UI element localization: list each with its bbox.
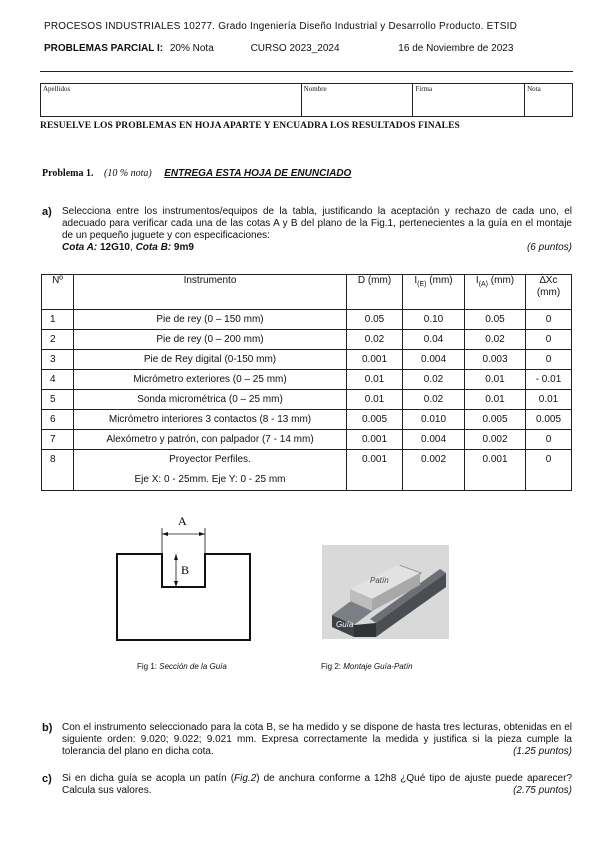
- col-ie-sub: (E): [417, 281, 427, 288]
- col-ia-pre: I: [475, 275, 479, 286]
- col-ie-post: (mm): [426, 275, 453, 286]
- exam-info: [44, 43, 513, 54]
- table-row: [42, 370, 572, 390]
- guia-label: Guía: [336, 620, 354, 629]
- fig2-caption-num: Fig 2:: [321, 662, 342, 671]
- dim-a-arrow-left: [162, 532, 168, 536]
- spec-a-label: Cota A:: [62, 242, 98, 253]
- part-c: [42, 773, 572, 797]
- fig2-caption: [321, 662, 413, 671]
- header-divider: [40, 71, 573, 72]
- exam-date: 16 de Noviembre de 2023: [398, 43, 514, 54]
- row-ie: 0.004: [403, 430, 465, 450]
- row-instrument: Pie de rey (0 – 150 mm): [74, 310, 347, 330]
- table-row: [42, 450, 572, 491]
- col-dxc-label: ∆Xc: [539, 275, 558, 286]
- name-field[interactable]: [301, 84, 413, 117]
- row-ie: 0.010: [403, 410, 465, 430]
- signature-label: Firma: [415, 85, 433, 93]
- row-instrument: Pie de Rey digital (0-150 mm): [74, 350, 347, 370]
- row-dxc: 0: [526, 450, 572, 491]
- exam-weight: 20% Nota: [169, 43, 214, 54]
- row-ia: 0.01: [465, 370, 526, 390]
- row-d: 0.005: [347, 410, 403, 430]
- row-instrument: Alexómetro y patrón, con palpador (7 - 14 mm): [74, 430, 347, 450]
- fig1-caption: [137, 662, 227, 671]
- dim-b-arrow-top: [174, 554, 178, 560]
- row-d: 0.05: [347, 310, 403, 330]
- fig2-guide-slider: [322, 545, 449, 639]
- row-dxc: 0.01: [526, 390, 572, 410]
- problem-label: Problema 1.: [42, 168, 94, 179]
- part-c-fig-ref: Fig.2: [234, 773, 257, 784]
- row-instrument-line2: Eje X: 0 - 25mm. Eje Y: 0 - 25 mm: [134, 474, 286, 485]
- col-ia-sub: (A): [478, 281, 488, 288]
- table-row: [42, 350, 572, 370]
- grade-label: Nota: [527, 85, 541, 93]
- student-info-table: [40, 83, 573, 117]
- fig1-guide-section: [110, 510, 270, 650]
- row-num: 1: [42, 310, 74, 330]
- col-d: D (mm): [347, 275, 403, 310]
- fig1-caption-text: Sección de la Guía: [159, 662, 227, 671]
- row-instrument: Sonda micrométrica (0 – 25 mm): [74, 390, 347, 410]
- row-ia: 0.001: [465, 450, 526, 491]
- table-row: [42, 430, 572, 450]
- col-instrument: Instrumento: [74, 275, 347, 310]
- table-header-row: [42, 275, 572, 310]
- row-ia: 0.02: [465, 330, 526, 350]
- dim-a-label: A: [178, 514, 187, 528]
- col-ia: [465, 275, 526, 310]
- exam-label: PROBLEMAS PARCIAL I:: [44, 43, 164, 54]
- part-a-letter: a): [42, 206, 52, 218]
- row-d: 0.01: [347, 390, 403, 410]
- spec-b-label: Cota B:: [135, 242, 172, 253]
- part-b-letter: b): [42, 722, 53, 734]
- spec-b: 9m9: [173, 242, 194, 253]
- part-b-points: (1.25 puntos): [513, 746, 572, 757]
- table-row: [42, 410, 572, 430]
- row-instrument: Micrómetro exteriores (0 – 25 mm): [74, 370, 347, 390]
- row-num: 4: [42, 370, 74, 390]
- instruction: RESUELVE LOS PROBLEMAS EN HOJA APARTE Y ENCUADRA LOS RESULTADOS FINALES: [40, 121, 460, 131]
- fig1-caption-num: Fig 1:: [137, 662, 158, 671]
- row-instrument: Micrómetro interiores 3 contactos (8 - 13 mm): [74, 410, 347, 430]
- row-ia: 0.002: [465, 430, 526, 450]
- part-b-text: Con el instrumento seleccionado para la cota B, se ha medido y se dispone de hasta tres lecturas, obtenidas en el siguiente orden: 9.020; 9.022; 9.021 mm. Expresa correctamente la medida y justifica si la pieza cumple la tolerancia del plano en dicha cota.: [62, 722, 572, 757]
- row-num: 6: [42, 410, 74, 430]
- part-c-points: (2.75 puntos): [513, 785, 572, 796]
- row-d: 0.02: [347, 330, 403, 350]
- row-ie: 0.10: [403, 310, 465, 330]
- row-ie: 0.02: [403, 370, 465, 390]
- row-ia: 0.05: [465, 310, 526, 330]
- table-row: [42, 390, 572, 410]
- part-a-points: (6 puntos): [526, 242, 572, 253]
- patin-label: Patín: [370, 576, 389, 585]
- surname-field[interactable]: [41, 84, 302, 117]
- row-instrument: Pie de rey (0 – 200 mm): [74, 330, 347, 350]
- grade-field[interactable]: [525, 84, 573, 117]
- spec-a: 12G10: [99, 242, 130, 253]
- row-ie: 0.004: [403, 350, 465, 370]
- row-ie: 0.02: [403, 390, 465, 410]
- row-ia: 0.005: [465, 410, 526, 430]
- part-c-text-post: ) de anchura conforme a 12h8 ¿Qué tipo de ajuste puede aparecer? Calcula sus valores.: [62, 773, 573, 796]
- part-c-letter: c): [42, 773, 52, 785]
- surname-label: Apellidos: [43, 85, 71, 93]
- row-dxc: 0: [526, 350, 572, 370]
- row-d: 0.001: [347, 450, 403, 491]
- row-ia: 0.01: [465, 390, 526, 410]
- signature-field[interactable]: [413, 84, 525, 117]
- row-d: 0.01: [347, 370, 403, 390]
- part-a: a) Selecciona entre los instrumentos/equipos de la tabla, justificando la aceptación y rechazo de cada uno, el adecuado para verificar cada una de las cotas A y B del plano de la Fig.1, pertenecientes a la guía en el montaje de un pequeño juguete y con especificaciones: Cota A: 12G10, Cota B: 9m9 (6 puntos): [42, 206, 572, 253]
- row-dxc: 0: [526, 310, 572, 330]
- row-num: 8: [42, 450, 74, 491]
- row-instrument: [74, 450, 347, 491]
- col-ie: [403, 275, 465, 310]
- row-ia: 0.003: [465, 350, 526, 370]
- row-ie: 0.04: [403, 330, 465, 350]
- row-num: 5: [42, 390, 74, 410]
- row-d: 0.001: [347, 350, 403, 370]
- row-ie: 0.002: [403, 450, 465, 491]
- fig2-image-frame: [322, 545, 449, 639]
- dim-b-label: B: [181, 563, 190, 577]
- row-dxc: 0.005: [526, 410, 572, 430]
- name-label: Nombre: [303, 85, 327, 93]
- row-dxc: 0: [526, 430, 572, 450]
- instruments-table: [41, 274, 572, 491]
- header-line: PROCESOS INDUSTRIALES 10277. Grado Ingeniería Diseño Industrial y Desarrollo Producto. ETSID: [44, 21, 518, 32]
- course: CURSO 2023_2024: [250, 43, 340, 54]
- part-c-text-pre: Si en dicha guía se acopla un patín (: [62, 773, 235, 784]
- col-ia-post: (mm): [488, 275, 515, 286]
- problem-title: [42, 168, 351, 179]
- part-a-text: Selecciona entre los instrumentos/equipos de la tabla, justificando la aceptación y rechazo de cada uno, el adecuado para verificar cada una de las cotas A y B del plano de la Fig.1, pertenecientes a la guía en el montaje de un pequeño juguete y con especificaciones:: [62, 206, 572, 241]
- row-num: 7: [42, 430, 74, 450]
- table-row: [42, 330, 572, 350]
- col-num: Nº: [42, 275, 74, 310]
- problem-weight: (10 % nota): [103, 168, 152, 179]
- row-num: 2: [42, 330, 74, 350]
- part-b: [42, 722, 572, 758]
- guide-front-slot: [354, 623, 376, 637]
- col-dxc: [526, 275, 572, 310]
- col-dxc-unit: (mm): [536, 287, 561, 298]
- row-instrument-line1: Proyector Perfiles.: [169, 454, 251, 465]
- problem-note: ENTREGA ESTA HOJA DE ENUNCIADO: [164, 168, 352, 179]
- col-ie-pre: I: [414, 275, 418, 286]
- dim-a-arrow-right: [199, 532, 205, 536]
- fig2-caption-text: Montaje Guía-Patín: [343, 662, 413, 671]
- table-row: [42, 310, 572, 330]
- row-d: 0.001: [347, 430, 403, 450]
- row-dxc: 0: [526, 330, 572, 350]
- row-num: 3: [42, 350, 74, 370]
- row-dxc: - 0.01: [526, 370, 572, 390]
